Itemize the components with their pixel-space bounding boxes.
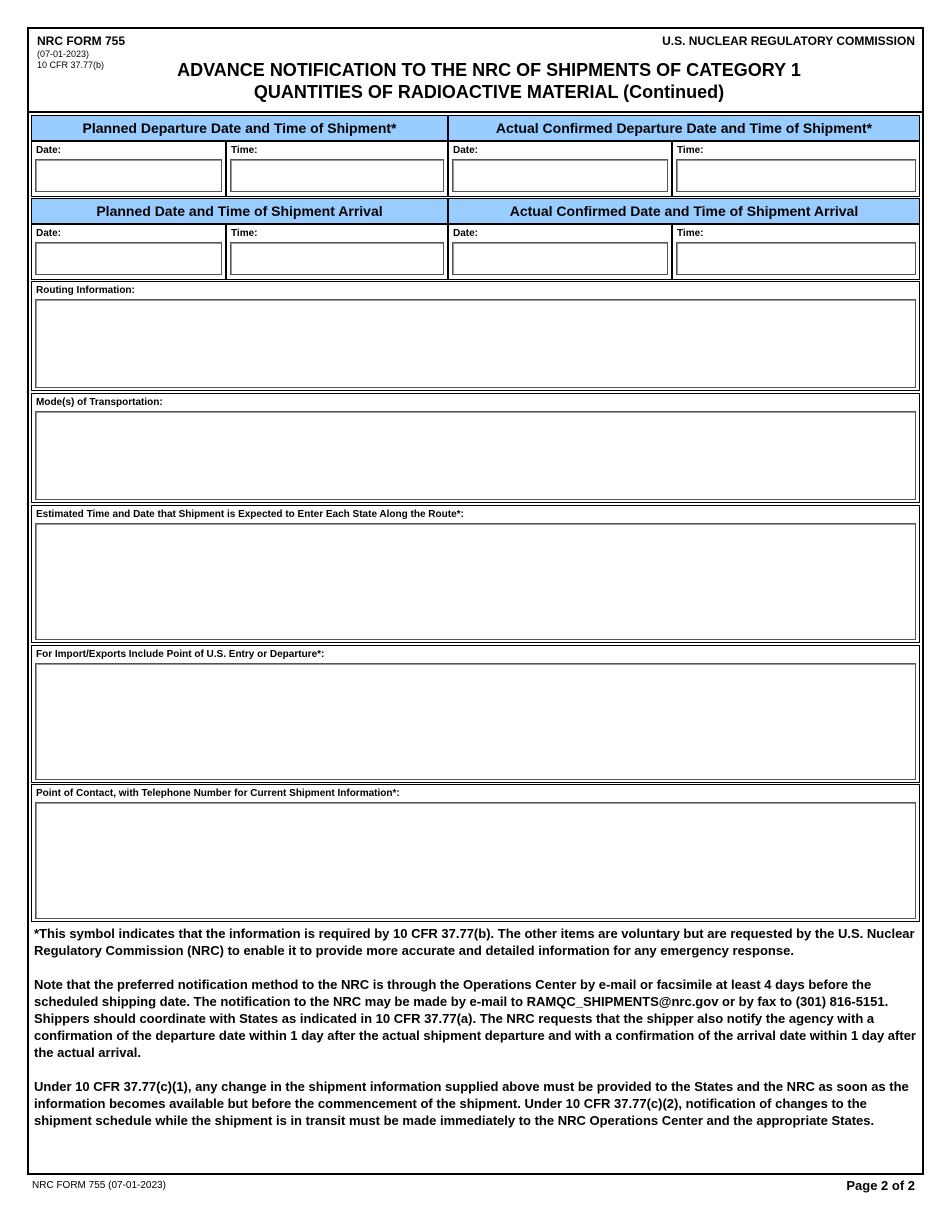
actual-departure-time-cell — [672, 141, 920, 197]
form-date: (07-01-2023) — [37, 49, 90, 59]
required-note: *This symbol indicates that the information is required by 10 CFR 37.77(b). The other items are voluntary but are requested by the U.S. Nuclear Regulatory Commission (NRC) to enable it to provide more accurate and detailed information for any emergency response. — [34, 926, 915, 958]
planned-arrival-date-label: Date: — [36, 228, 62, 239]
cfr-reference: 10 CFR 37.77(b) — [37, 60, 105, 70]
actual-arrival-date-cell — [448, 224, 672, 280]
form-page — [27, 27, 924, 1175]
actual-departure-date-cell — [448, 141, 672, 197]
actual-departure-date-label: Date: — [453, 145, 479, 156]
planned-departure-date-label: Date: — [36, 145, 62, 156]
planned-departure-time-cell — [226, 141, 448, 197]
form-title-line2: QUANTITIES OF RADIOACTIVE MATERIAL (Continued) — [253, 82, 725, 102]
form-title-line1: ADVANCE NOTIFICATION TO THE NRC OF SHIPMENTS OF CATEGORY 1 — [177, 60, 801, 80]
states-label: Estimated Time and Date that Shipment is Expected to Enter Each State Along the Route*: — [36, 509, 464, 520]
states-input[interactable] — [35, 523, 916, 640]
planned-arrival-header: Planned Date and Time of Shipment Arrival — [31, 198, 448, 224]
import-export-input[interactable] — [35, 663, 916, 780]
planned-departure-time-label: Time: — [231, 145, 258, 156]
contact-label: Point of Contact, with Telephone Number for Current Shipment Information*: — [36, 788, 400, 799]
change-notification-note: Under 10 CFR 37.77(c)(1), any change in the shipment information supplied above must be provided to the States and the NRC as soon as the information becomes available but before the commencement of the shipment. Under 10 CFR 37.77(c)(2), notification of changes to the shipment schedule while the shipment is in transit must be made immediately to the NRC Operations Center and the appropriate States. — [34, 1079, 909, 1128]
import-export-label: For Import/Exports Include Point of U.S. Entry or Departure*: — [36, 649, 325, 660]
actual-departure-header: Actual Confirmed Departure Date and Time of Shipment* — [448, 115, 920, 141]
modes-input[interactable] — [35, 411, 916, 500]
planned-departure-header: Planned Departure Date and Time of Shipment* — [31, 115, 448, 141]
planned-departure-date-input[interactable] — [35, 159, 222, 192]
actual-departure-time-label: Time: — [677, 145, 704, 156]
actual-arrival-date-input[interactable] — [452, 242, 668, 275]
import-export-section — [31, 645, 920, 783]
page-number: Page 2 of 2 — [846, 1178, 915, 1193]
contact-section — [31, 784, 920, 922]
actual-arrival-time-label: Time: — [677, 228, 704, 239]
planned-arrival-time-input[interactable] — [230, 242, 444, 275]
modes-label: Mode(s) of Transportation: — [36, 397, 163, 408]
planned-arrival-time-label: Time: — [231, 228, 258, 239]
routing-label: Routing Information: — [36, 285, 135, 296]
planned-departure-time-input[interactable] — [230, 159, 444, 192]
modes-section — [31, 393, 920, 503]
planned-departure-date-cell — [31, 141, 226, 197]
actual-departure-date-input[interactable] — [452, 159, 668, 192]
notification-method-note: Note that the preferred notification method to the NRC is through the Operations Center by e-mail or facsimile at least 4 days before the scheduled shipping date. The notification to the NRC may be made by e-mail to RAMQC_SHIPMENTS@nrc.gov or by fax to (301) 816-5151. Shippers should coordinate with States as indicated in 10 CFR 37.77(a). The NRC requests that the shipper also notify the agency with a confirmation of the departure date within 1 day after the actual shipment departure and with a confirmation of the arrival date within 1 day after the actual arrival. — [34, 977, 916, 1060]
agency-name: U.S. NUCLEAR REGULATORY COMMISSION — [662, 34, 915, 48]
actual-arrival-header: Actual Confirmed Date and Time of Shipment Arrival — [448, 198, 920, 224]
routing-section — [31, 281, 920, 391]
form-header — [29, 29, 922, 113]
contact-input[interactable] — [35, 802, 916, 919]
planned-arrival-time-cell — [226, 224, 448, 280]
notes-block — [34, 925, 918, 1146]
states-section — [31, 505, 920, 643]
routing-input[interactable] — [35, 299, 916, 388]
footer-form-id: NRC FORM 755 (07-01-2023) — [32, 1180, 166, 1191]
actual-arrival-time-input[interactable] — [676, 242, 916, 275]
planned-arrival-date-input[interactable] — [35, 242, 222, 275]
actual-departure-time-input[interactable] — [676, 159, 916, 192]
form-id: NRC FORM 755 — [37, 34, 126, 48]
actual-arrival-time-cell — [672, 224, 920, 280]
planned-arrival-date-cell — [31, 224, 226, 280]
actual-arrival-date-label: Date: — [453, 228, 479, 239]
